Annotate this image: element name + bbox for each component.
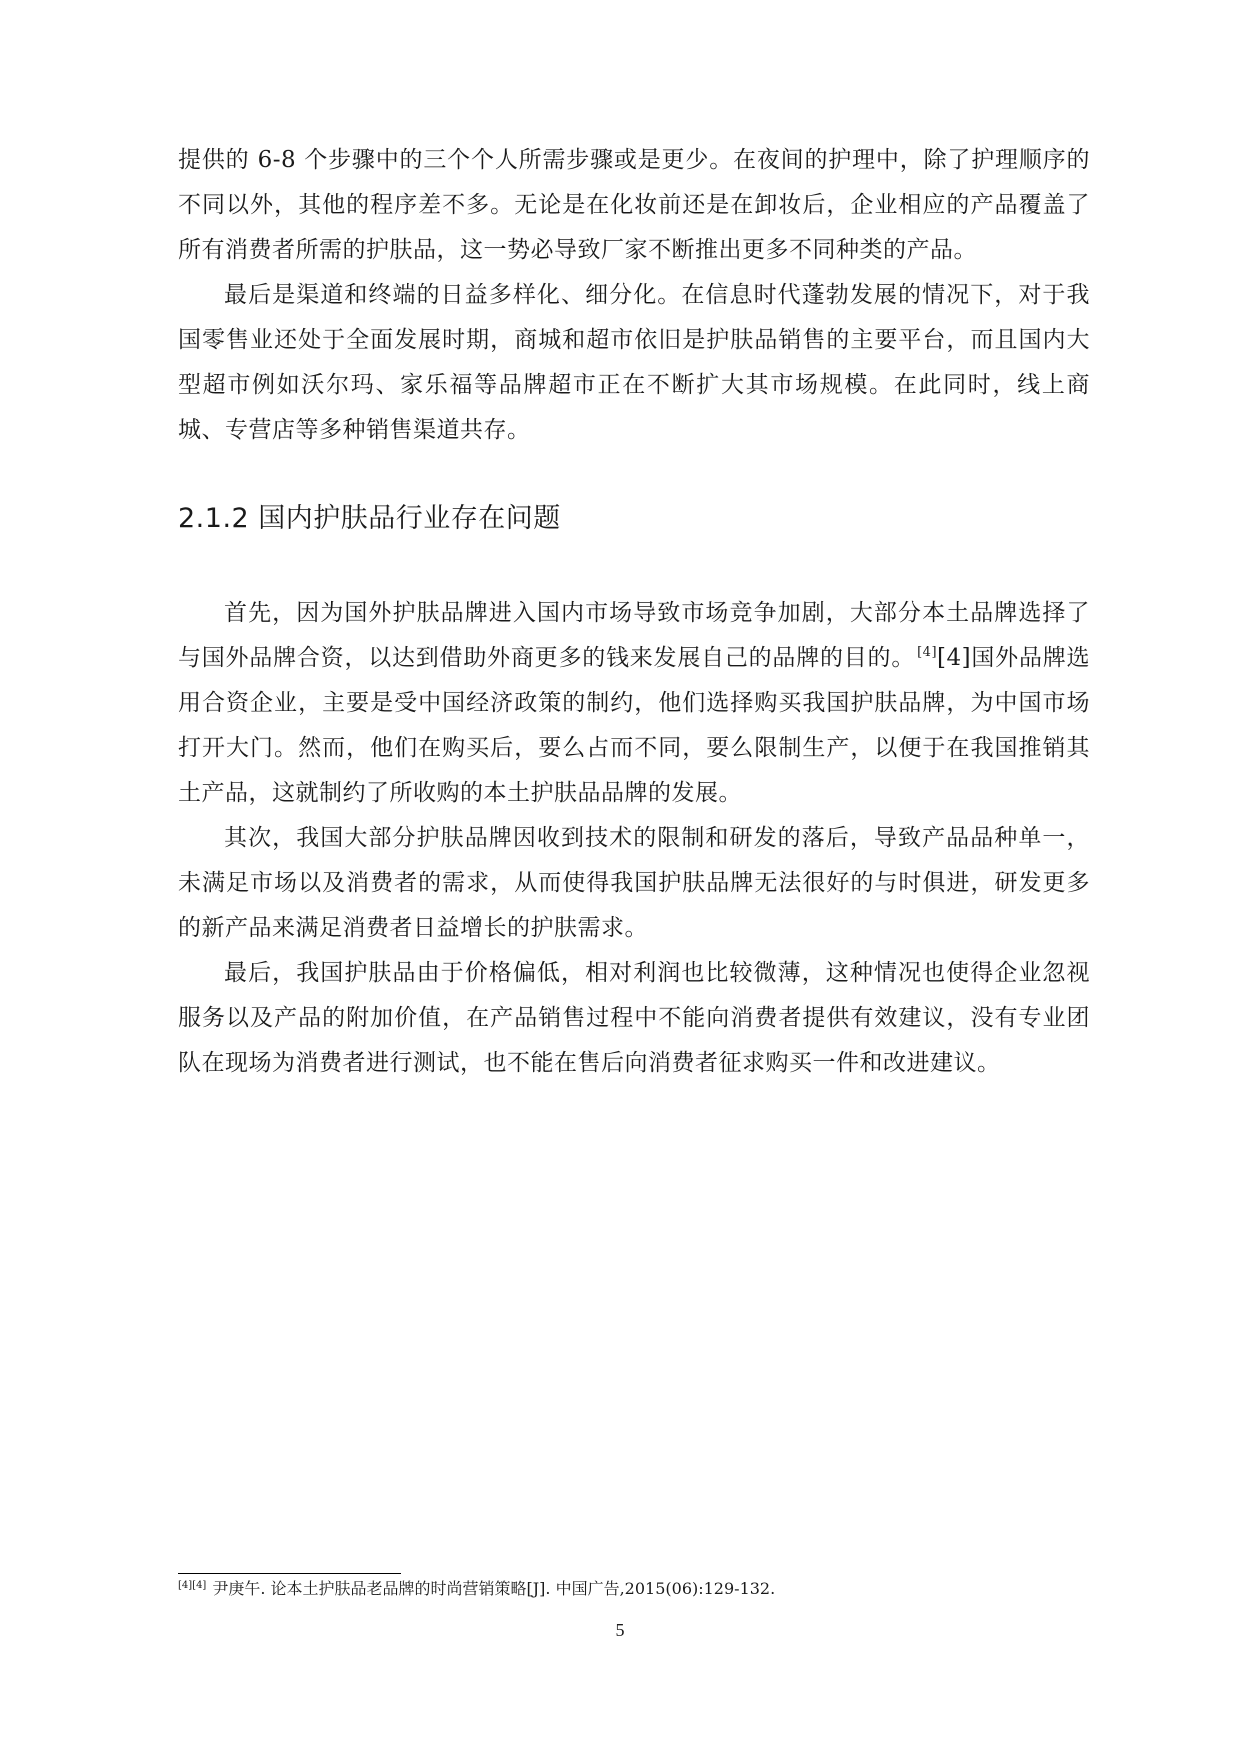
paragraph-last: 最后，我国护肤品由于价格偏低，相对利润也比较微薄，这种情况也使得企业忽视服务以及产品的附加价值，在产品销售过程中不能向消费者提供有效建议，没有专业团队在现场为消费者进行测试，也不能在售后向消费者征求购买一件和改进建议。 xyxy=(178,960,1090,1076)
section-heading: 2.1.2 国内护肤品行业存在问题 xyxy=(178,503,561,534)
footnote-separator xyxy=(178,1573,401,1574)
paragraph-first-text: 首先，因为国外护肤品牌进入国内市场导致市场竞争加剧，大部分本土品牌选择了与国外品牌合资，以达到借助外商更多的钱来发展自己的品牌的目的。 xyxy=(178,600,1090,671)
footnote-reference[interactable]: [4] xyxy=(917,645,938,660)
paragraph-first-text-continued: [4]国外品牌选用合资企业，主要是受中国经济政策的制约，他们选择购买我国护肤品牌，为中国市场打开大门。然而，他们在购买后，要么占而不同，要么限制生产，以便于在我国推销其土产品，这就制约了所收购的本土护肤品品牌的发展。 xyxy=(178,645,1090,806)
page-number: 5 xyxy=(615,1620,625,1640)
paragraph-second: 其次，我国大部分护肤品牌因收到技术的限制和研发的落后，导致产品品种单一，未满足市场以及消费者的需求，从而使得我国护肤品牌无法很好的与时俱进，研发更多的新产品来满足消费者日益增长的护肤需求。 xyxy=(178,825,1090,941)
body-text xyxy=(178,138,1090,1086)
footnote-marker: [4][4] xyxy=(178,1580,207,1591)
paragraph-first xyxy=(178,591,1090,816)
paragraph-channels: 最后是渠道和终端的日益多样化、细分化。在信息时代蓬勃发展的情况下，对于我国零售业还处于全面发展时期，商城和超市依旧是护肤品销售的主要平台，而且国内大型超市例如沃尔玛、家乐福等品牌超市正在不断扩大其市场规模。在此同时，线上商城、专营店等多种销售渠道共存。 xyxy=(178,282,1090,443)
footnote xyxy=(178,1578,1078,1600)
paragraph-continued: 提供的 6-8 个步骤中的三个个人所需步骤或是更少。在夜间的护理中，除了护理顺序的不同以外，其他的程序差不多。无论是在化妆前还是在卸妆后，企业相应的产品覆盖了所有消费者所需的护肤品，这一势必导致厂家不断推出更多不同种类的产品。 xyxy=(178,147,1090,263)
footnote-text: 尹庚午. 论本土护肤品老品牌的时尚营销策略[J]. 中国广告,2015(06):129-132. xyxy=(212,1579,776,1598)
